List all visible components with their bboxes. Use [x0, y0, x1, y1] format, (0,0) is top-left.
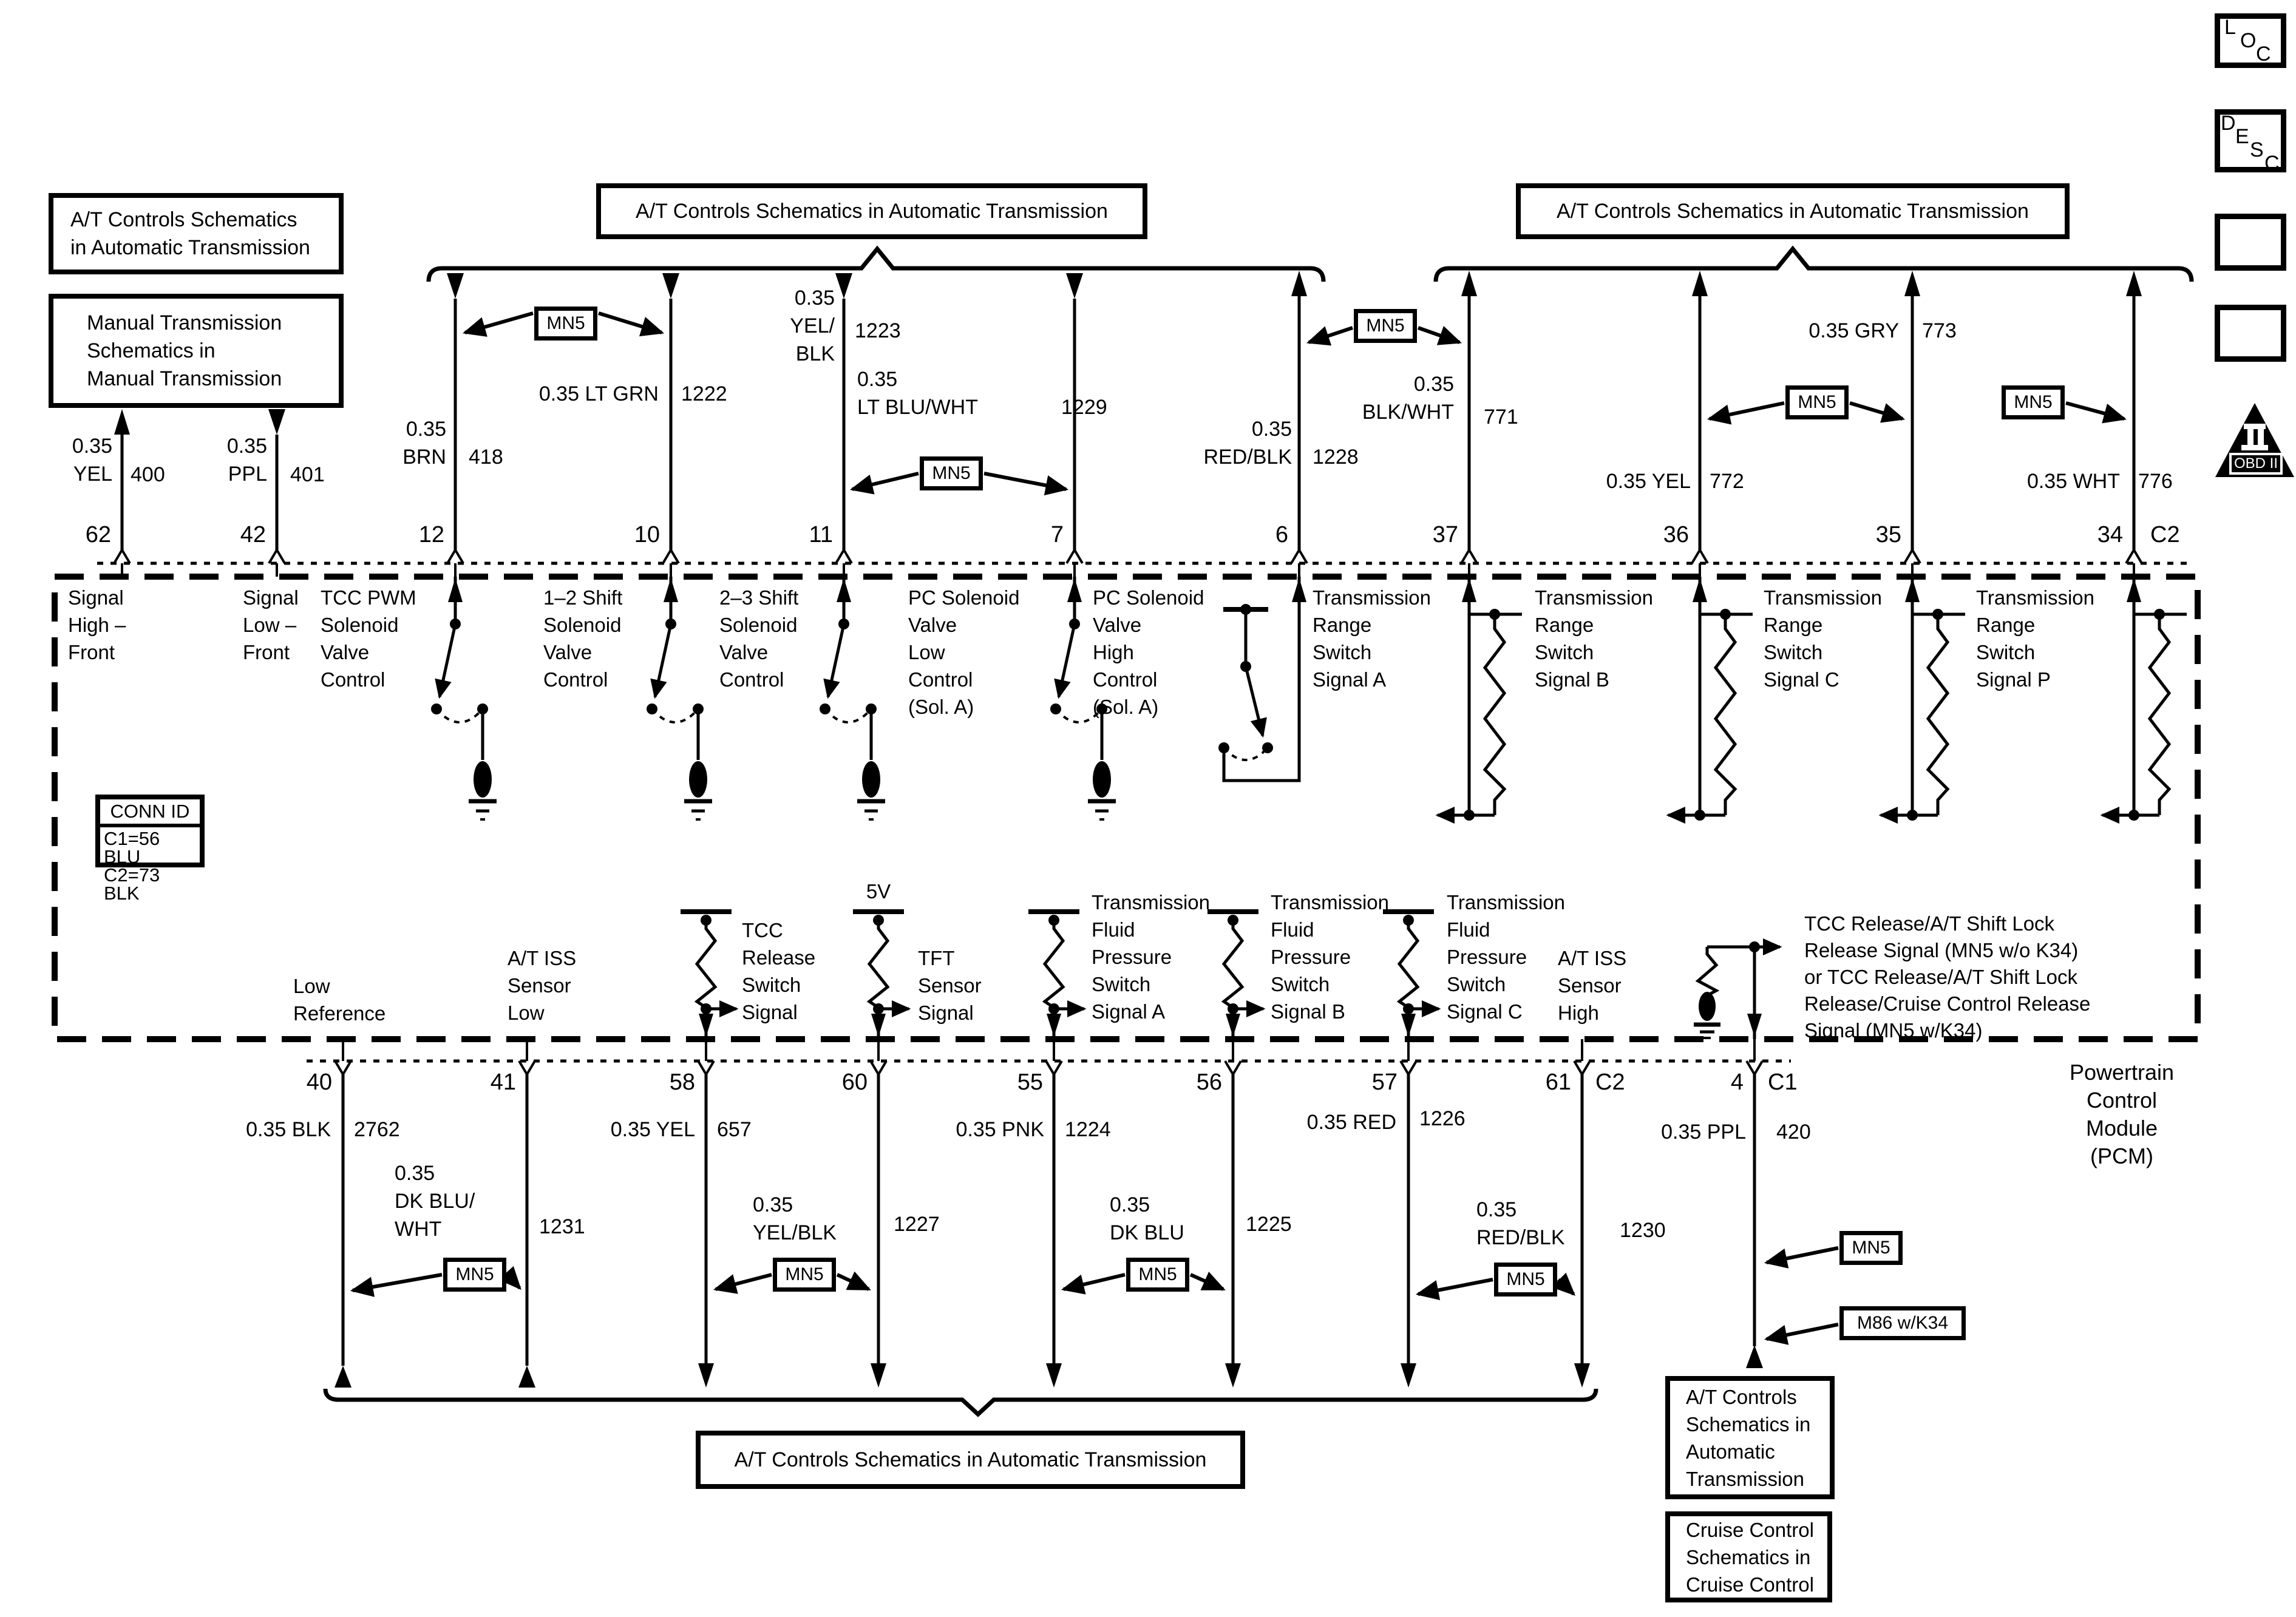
- ref-box-bottom-center[interactable]: A/T Controls Schematics in Automatic Transmission: [696, 1431, 1245, 1489]
- pin-number: 37: [1432, 522, 1458, 547]
- splice-mn5: MN5: [1494, 1263, 1557, 1297]
- splice-mn5: MN5: [1839, 1231, 1903, 1265]
- circuit-number: 1223: [855, 319, 901, 342]
- pcm-function-label: Transmission Range Switch Signal B: [1535, 586, 1653, 691]
- circuit-number: 2762: [354, 1118, 400, 1141]
- pin-number: 61: [1545, 1070, 1571, 1095]
- module-name: Powertrain Control Module (PCM): [2069, 1060, 2175, 1168]
- desc-icon-letter: S: [2250, 138, 2264, 161]
- circuit-number: 773: [1922, 319, 1957, 342]
- wire-color-label: 0.35 GRY: [1809, 319, 1899, 342]
- circuit-number: 776: [2138, 470, 2173, 493]
- splice-mn5: MN5: [1785, 385, 1849, 419]
- ref-box-top-left-secondary[interactable]: Manual Transmission Schematics in Manual Transmission: [49, 294, 344, 408]
- pin-number: 42: [240, 522, 266, 547]
- connector-id: C1: [1768, 1070, 1798, 1095]
- circuit-number: 1231: [539, 1215, 585, 1238]
- circuit-number: 1230: [1620, 1219, 1666, 1242]
- pcm-function-label: Transmission Fluid Pressure Switch Signal B: [1271, 891, 1389, 1023]
- ref-box-bottom-right-primary[interactable]: A/T Controls Schematics in Automatic Transmission: [1665, 1376, 1835, 1499]
- circuit-number: 1224: [1065, 1118, 1111, 1141]
- pcm-function-label: PC Solenoid Valve Low Control (Sol. A): [908, 586, 1020, 718]
- supply-voltage-label: 5V: [866, 880, 891, 903]
- pin-number: 58: [669, 1070, 695, 1095]
- brace-top-right: [1436, 249, 2192, 282]
- pin-number: 62: [85, 522, 111, 547]
- conn-id-row: C2=73 BLK: [104, 864, 160, 904]
- pin-number: 4: [1730, 1070, 1744, 1095]
- wire-color-label: 0.35 YEL: [1606, 470, 1691, 493]
- desc-icon-letter: C: [2264, 152, 2280, 175]
- splice-mn5: MN5: [773, 1258, 836, 1292]
- splice-mn5: MN5: [1126, 1258, 1189, 1292]
- wire-color-label: 0.35 PPL: [1661, 1120, 1746, 1144]
- circuit-number: 418: [469, 446, 503, 469]
- wire-color-label: 0.35 RED/BLK: [1203, 418, 1292, 469]
- pin-number: 10: [634, 522, 660, 547]
- circuit-number: 1225: [1246, 1213, 1292, 1236]
- loc-icon-letter: C: [2256, 42, 2271, 66]
- connector-id: C2: [2150, 522, 2180, 547]
- pin-number: 56: [1196, 1070, 1222, 1095]
- conn-id-row: C1=56 BLU: [104, 828, 160, 867]
- ref-box-top-left-primary[interactable]: A/T Controls Schematics in Automatic Transmission: [49, 193, 344, 274]
- brace-top-center: [429, 249, 1323, 282]
- ref-box-top-right[interactable]: A/T Controls Schematics in Automatic Transmission: [1516, 183, 2070, 239]
- ref-box-top-center[interactable]: A/T Controls Schematics in Automatic Transmission: [596, 183, 1147, 239]
- circuit-number: 1222: [681, 382, 727, 405]
- wire-color-label: 0.35 PPL: [226, 435, 267, 486]
- pin-number: 35: [1875, 522, 1901, 547]
- circuit-number: 771: [1484, 405, 1518, 429]
- pcm-function-label: Signal Low – Front: [243, 586, 299, 663]
- wire-color-label: 0.35 BLK: [246, 1118, 331, 1141]
- desc-icon-letter: D: [2221, 112, 2236, 135]
- pin-number: 34: [2097, 522, 2123, 547]
- connector-id: C2: [1595, 1070, 1625, 1095]
- pin-number: 57: [1371, 1070, 1398, 1095]
- circuit-number: 1227: [894, 1213, 940, 1236]
- pcm-function-label: TCC Release Switch Signal: [742, 919, 816, 1023]
- splice-mn5: MN5: [1354, 309, 1417, 343]
- circuit-number: 400: [131, 463, 165, 486]
- pin-number: 60: [841, 1070, 868, 1095]
- pin-number: 40: [306, 1070, 332, 1095]
- splice-mn5: MN5: [920, 456, 983, 490]
- pcm-function-label: A/T ISS Sensor Low: [508, 947, 577, 1024]
- wire-color-label: 0.35 YEL: [72, 435, 112, 486]
- circuit-number: 772: [1710, 470, 1744, 493]
- pcm-function-label: TFT Sensor Signal: [918, 947, 982, 1024]
- wire-color-label: 0.35 BLK/WHT: [1362, 373, 1454, 424]
- pcm-function-label: PC Solenoid Valve High Control (Sol. A): [1093, 586, 1204, 718]
- conn-id-header: CONN ID: [100, 799, 200, 827]
- circuit-number: 1229: [1061, 396, 1107, 419]
- pcm-function-label: Transmission Fluid Pressure Switch Signal A: [1092, 891, 1210, 1023]
- wire-color-label: 0.35 PNK: [956, 1118, 1044, 1141]
- pcm-function-label: 2–3 Shift Solenoid Valve Control: [719, 586, 799, 691]
- loc-icon-letter: O: [2240, 29, 2257, 52]
- wire-color-label: 0.35 YEL: [610, 1118, 695, 1141]
- desc-icon-letter: E: [2235, 125, 2249, 148]
- pcm-function-label: TCC Release/A/T Shift Lock Release Signal (MN5 w/o K34) or TCC Release/A/T Shift Lock Release/Cruise Control Release Signal (MN5 w/K34): [1804, 912, 2091, 1042]
- wire-color-label: 0.35 LT BLU/WHT: [857, 368, 978, 419]
- pcm-function-label: Low Reference: [293, 975, 386, 1025]
- splice-mn5: MN5: [2002, 385, 2065, 419]
- pin-number: 7: [1050, 522, 1064, 547]
- pcm-function-label: Transmission Range Switch Signal C: [1764, 586, 1882, 691]
- wire-color-label: 0.35 RED: [1306, 1111, 1396, 1134]
- pin-number: 41: [490, 1070, 516, 1095]
- obd2-icon-label[interactable]: OBD II: [2233, 455, 2278, 472]
- range-switch-a-symbol: [1218, 577, 1306, 781]
- loc-icon-letter: L: [2224, 16, 2236, 39]
- pin-number: 36: [1663, 522, 1689, 547]
- pcm-function-label: TCC PWM Solenoid Valve Control: [321, 586, 416, 691]
- brace-bottom: [325, 1389, 1596, 1414]
- back-arrow-icon[interactable]: [2215, 305, 2286, 362]
- wire-color-label: 0.35 DK BLU: [1110, 1193, 1184, 1244]
- splice-mn5: MN5: [443, 1258, 506, 1292]
- pcm-function-label: Transmission Range Switch Signal A: [1313, 586, 1431, 691]
- wire-color-label: 0.35 LT GRN: [538, 382, 659, 405]
- pin-number: 11: [809, 522, 833, 547]
- circuit-number: 1228: [1313, 446, 1359, 469]
- pcm-function-label: Signal High – Front: [68, 586, 126, 663]
- pin-number: 55: [1017, 1070, 1043, 1095]
- pcm-function-label: Transmission Range Switch Signal P: [1976, 586, 2094, 691]
- wire-color-label: 0.35 RED/BLK: [1476, 1198, 1565, 1249]
- circuit-number: 1226: [1419, 1107, 1466, 1130]
- splice-m86: M86 w/K34: [1839, 1306, 1966, 1340]
- forward-arrow-icon[interactable]: [2215, 214, 2286, 271]
- pcm-function-label: Transmission Fluid Pressure Switch Signal C: [1447, 891, 1565, 1023]
- pin-number: 12: [418, 522, 444, 547]
- pcm-function-label: A/T ISS Sensor High: [1558, 947, 1627, 1024]
- pcm-function-label: 1–2 Shift Solenoid Valve Control: [543, 586, 623, 691]
- tcc-release-network-symbol: [1694, 941, 1780, 1039]
- circuit-number: 420: [1776, 1120, 1811, 1144]
- pin-number: 6: [1275, 522, 1288, 547]
- wire-color-label: 0.35 YEL/ BLK: [790, 286, 835, 365]
- wire-color-label: 0.35 YEL/BLK: [753, 1193, 837, 1244]
- splice-mn5: MN5: [534, 307, 597, 341]
- wire-color-label: 0.35 BRN: [402, 418, 446, 469]
- conn-id-table: [95, 795, 205, 904]
- circuit-number: 401: [290, 463, 325, 486]
- circuit-number: 657: [717, 1118, 752, 1141]
- ref-box-bottom-right-secondary[interactable]: Cruise Control Schematics in Cruise Control: [1665, 1511, 1832, 1602]
- wire-color-label: 0.35 WHT: [2026, 470, 2120, 493]
- wire-color-label: 0.35 DK BLU/ WHT: [395, 1162, 475, 1241]
